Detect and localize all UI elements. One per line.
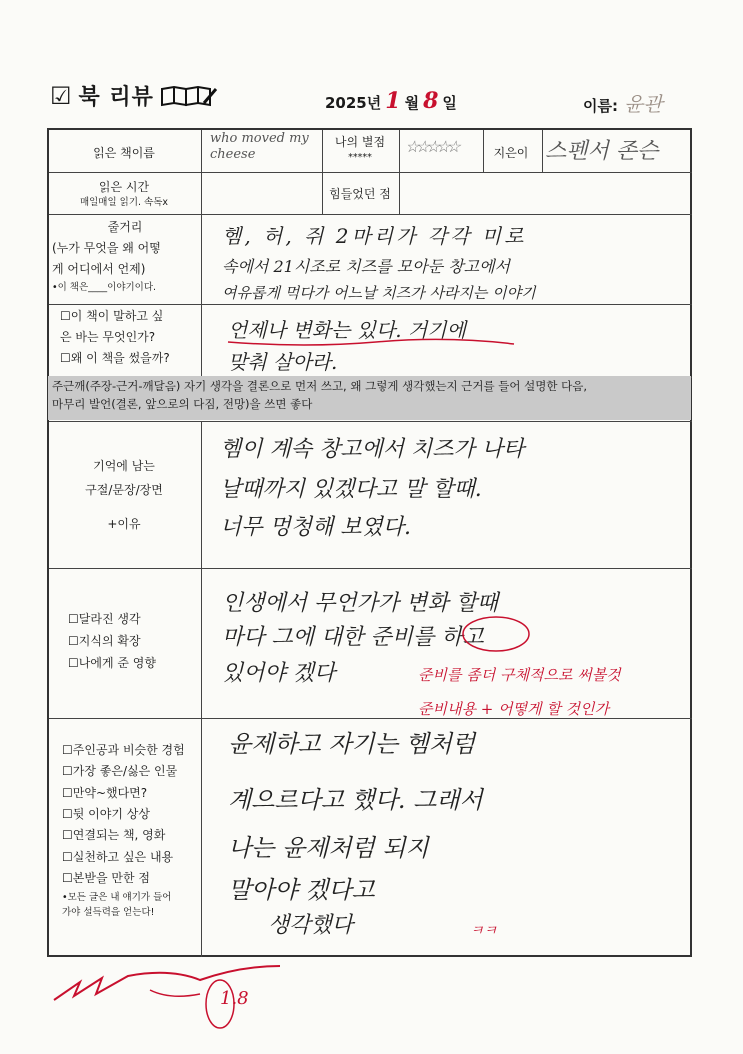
month-value: 1 bbox=[385, 88, 401, 114]
extra-opt: ☐연결되는 책, 영화 bbox=[62, 828, 166, 843]
teacher-note-2: 준비내용 + 어떻게 할 것인가 bbox=[418, 700, 610, 718]
signature-date: 1.8 bbox=[220, 988, 249, 1009]
name-field bbox=[583, 88, 663, 117]
time-sub: 매일매일 읽기. 속독x bbox=[79, 197, 169, 208]
extra-opt: ☐실천하고 싶은 내용 bbox=[62, 849, 174, 864]
plot-label: 줄거리 bbox=[107, 220, 143, 234]
extra-hand-1: 윤제하고 자기는 헴처럼 bbox=[228, 730, 476, 758]
time-cell bbox=[49, 178, 199, 210]
author-value: 스펜서 존슨 bbox=[545, 139, 659, 164]
plot-sub1: (누가 무엇을 왜 어떻 bbox=[52, 241, 161, 255]
book-title-label: 읽은 책이름 bbox=[93, 146, 155, 160]
extra-hand-2: 계으르다고 했다. 그래서 bbox=[228, 786, 483, 814]
changed-hand-3: 있어야 겠다 bbox=[222, 661, 336, 686]
guide-line2: 마무리 발언(결론, 앞으로의 다짐, 전망)을 쓰면 좋다 bbox=[52, 396, 313, 411]
extra-note1: •모든 글은 내 얘기가 들어 bbox=[62, 891, 172, 903]
extra-opt: ☐가장 좋은/싫은 인물 bbox=[62, 764, 178, 779]
changed-opt: ☐지식의 확장 bbox=[68, 634, 141, 649]
changed-hand-1: 인생에서 무언가가 변화 할때 bbox=[222, 591, 499, 616]
extra-opt: ☐뒷 이야기 상상 bbox=[62, 807, 150, 822]
memory-hand-3: 너무 멍청해 보였다. bbox=[220, 515, 411, 540]
guide-line1: 주근깨(주장-근거-깨달음) 자기 생각을 결론으로 먼저 쓰고, 왜 그렇게 생각했는지 근거를 들어 설명한 다음, bbox=[52, 379, 588, 393]
changed-opt: ☐나에게 준 영향 bbox=[68, 656, 156, 671]
day-unit: 일 bbox=[442, 94, 457, 112]
rating-label: 나의 별점 bbox=[334, 135, 386, 149]
memory-label2: 구절/문장/장면 bbox=[85, 483, 163, 497]
plot-sub3: •이 책은____이야기이다. bbox=[52, 282, 157, 293]
message-hand-1: 언제나 변화는 있다. 거기에 bbox=[228, 318, 466, 342]
rating-hand: ☆☆☆☆☆ bbox=[405, 137, 457, 156]
memory-label3: +이유 bbox=[107, 517, 141, 531]
name-label: 이름: bbox=[583, 97, 618, 115]
extra-opt: ☐본받을 만한 점 bbox=[62, 871, 150, 886]
memory-hand-2: 날때까지 있겠다고 말 할때. bbox=[220, 477, 482, 502]
message-hand-2: 맞춰 살아라. bbox=[228, 350, 338, 374]
memory-label1: 기억에 남는 bbox=[93, 459, 155, 473]
red-circle bbox=[460, 614, 532, 654]
rating-cell bbox=[322, 134, 398, 164]
author-label: 지은이 bbox=[493, 146, 529, 160]
plot-hand-3: 여유롭게 먹다가 어느날 치즈가 사라지는 이야기 bbox=[222, 284, 536, 302]
message-q1b: 은 바는 무엇인가? bbox=[60, 330, 156, 344]
difficulty-label: 힘들었던 점 bbox=[329, 187, 391, 201]
year: 2025년 bbox=[325, 94, 382, 112]
changed-hand-2: 마다 그에 대한 준비를 하고 bbox=[222, 625, 484, 650]
checkbox-icon: ☑ bbox=[50, 81, 73, 110]
extra-hand-3: 나는 윤제처럼 되지 bbox=[228, 834, 429, 862]
plot-sub2: 게 어디에서 언제) bbox=[52, 262, 146, 276]
extra-hand-4: 말아야 겠다고 bbox=[228, 876, 375, 904]
page-title bbox=[50, 80, 218, 111]
month-unit: 월 bbox=[404, 94, 420, 112]
extra-hand-5: 생각했다 bbox=[268, 913, 354, 938]
message-q2: ☐왜 이 책을 썼을까? bbox=[60, 351, 170, 365]
title-text: 북 리뷰 bbox=[78, 85, 154, 110]
extra-opt: ☐주인공과 비슷한 경험 bbox=[62, 743, 185, 757]
memory-hand-1: 헴이 계속 창고에서 치즈가 나타 bbox=[220, 437, 525, 462]
message-cell bbox=[60, 306, 202, 369]
plot-label-cell bbox=[52, 217, 198, 297]
extra-hand-kk: ㅋㅋ bbox=[470, 923, 498, 939]
day-value: 8 bbox=[423, 88, 439, 114]
extra-options bbox=[62, 740, 202, 920]
changed-opt: ☐달라진 생각 bbox=[68, 612, 141, 626]
name-value: 윤관 bbox=[623, 92, 663, 116]
date bbox=[325, 88, 457, 114]
teacher-note-1: 준비를 좀더 구체적으로 써볼것 bbox=[418, 666, 621, 684]
extra-opt: ☐만약~했다면? bbox=[62, 785, 148, 800]
changed-options bbox=[68, 608, 200, 675]
plot-hand-2: 속에서 21시조로 치즈를 모아둔 창고에서 bbox=[222, 257, 510, 276]
time-label: 읽은 시간 bbox=[98, 180, 150, 194]
book-title-value: who moved my cheese bbox=[210, 131, 309, 162]
memory-label-cell bbox=[49, 454, 199, 536]
book-pen-icon bbox=[160, 85, 218, 107]
message-q1: ☐이 책이 말하고 싶 bbox=[60, 309, 164, 323]
extra-note2: 가야 설득력을 얻는다! bbox=[62, 906, 155, 918]
rating-stars: ***** bbox=[348, 151, 372, 163]
signature-scribble bbox=[50, 960, 290, 1040]
plot-hand-1: 헴, 허, 쥐 2마리가 각각 미로 bbox=[222, 224, 527, 248]
guide-band bbox=[48, 376, 691, 420]
